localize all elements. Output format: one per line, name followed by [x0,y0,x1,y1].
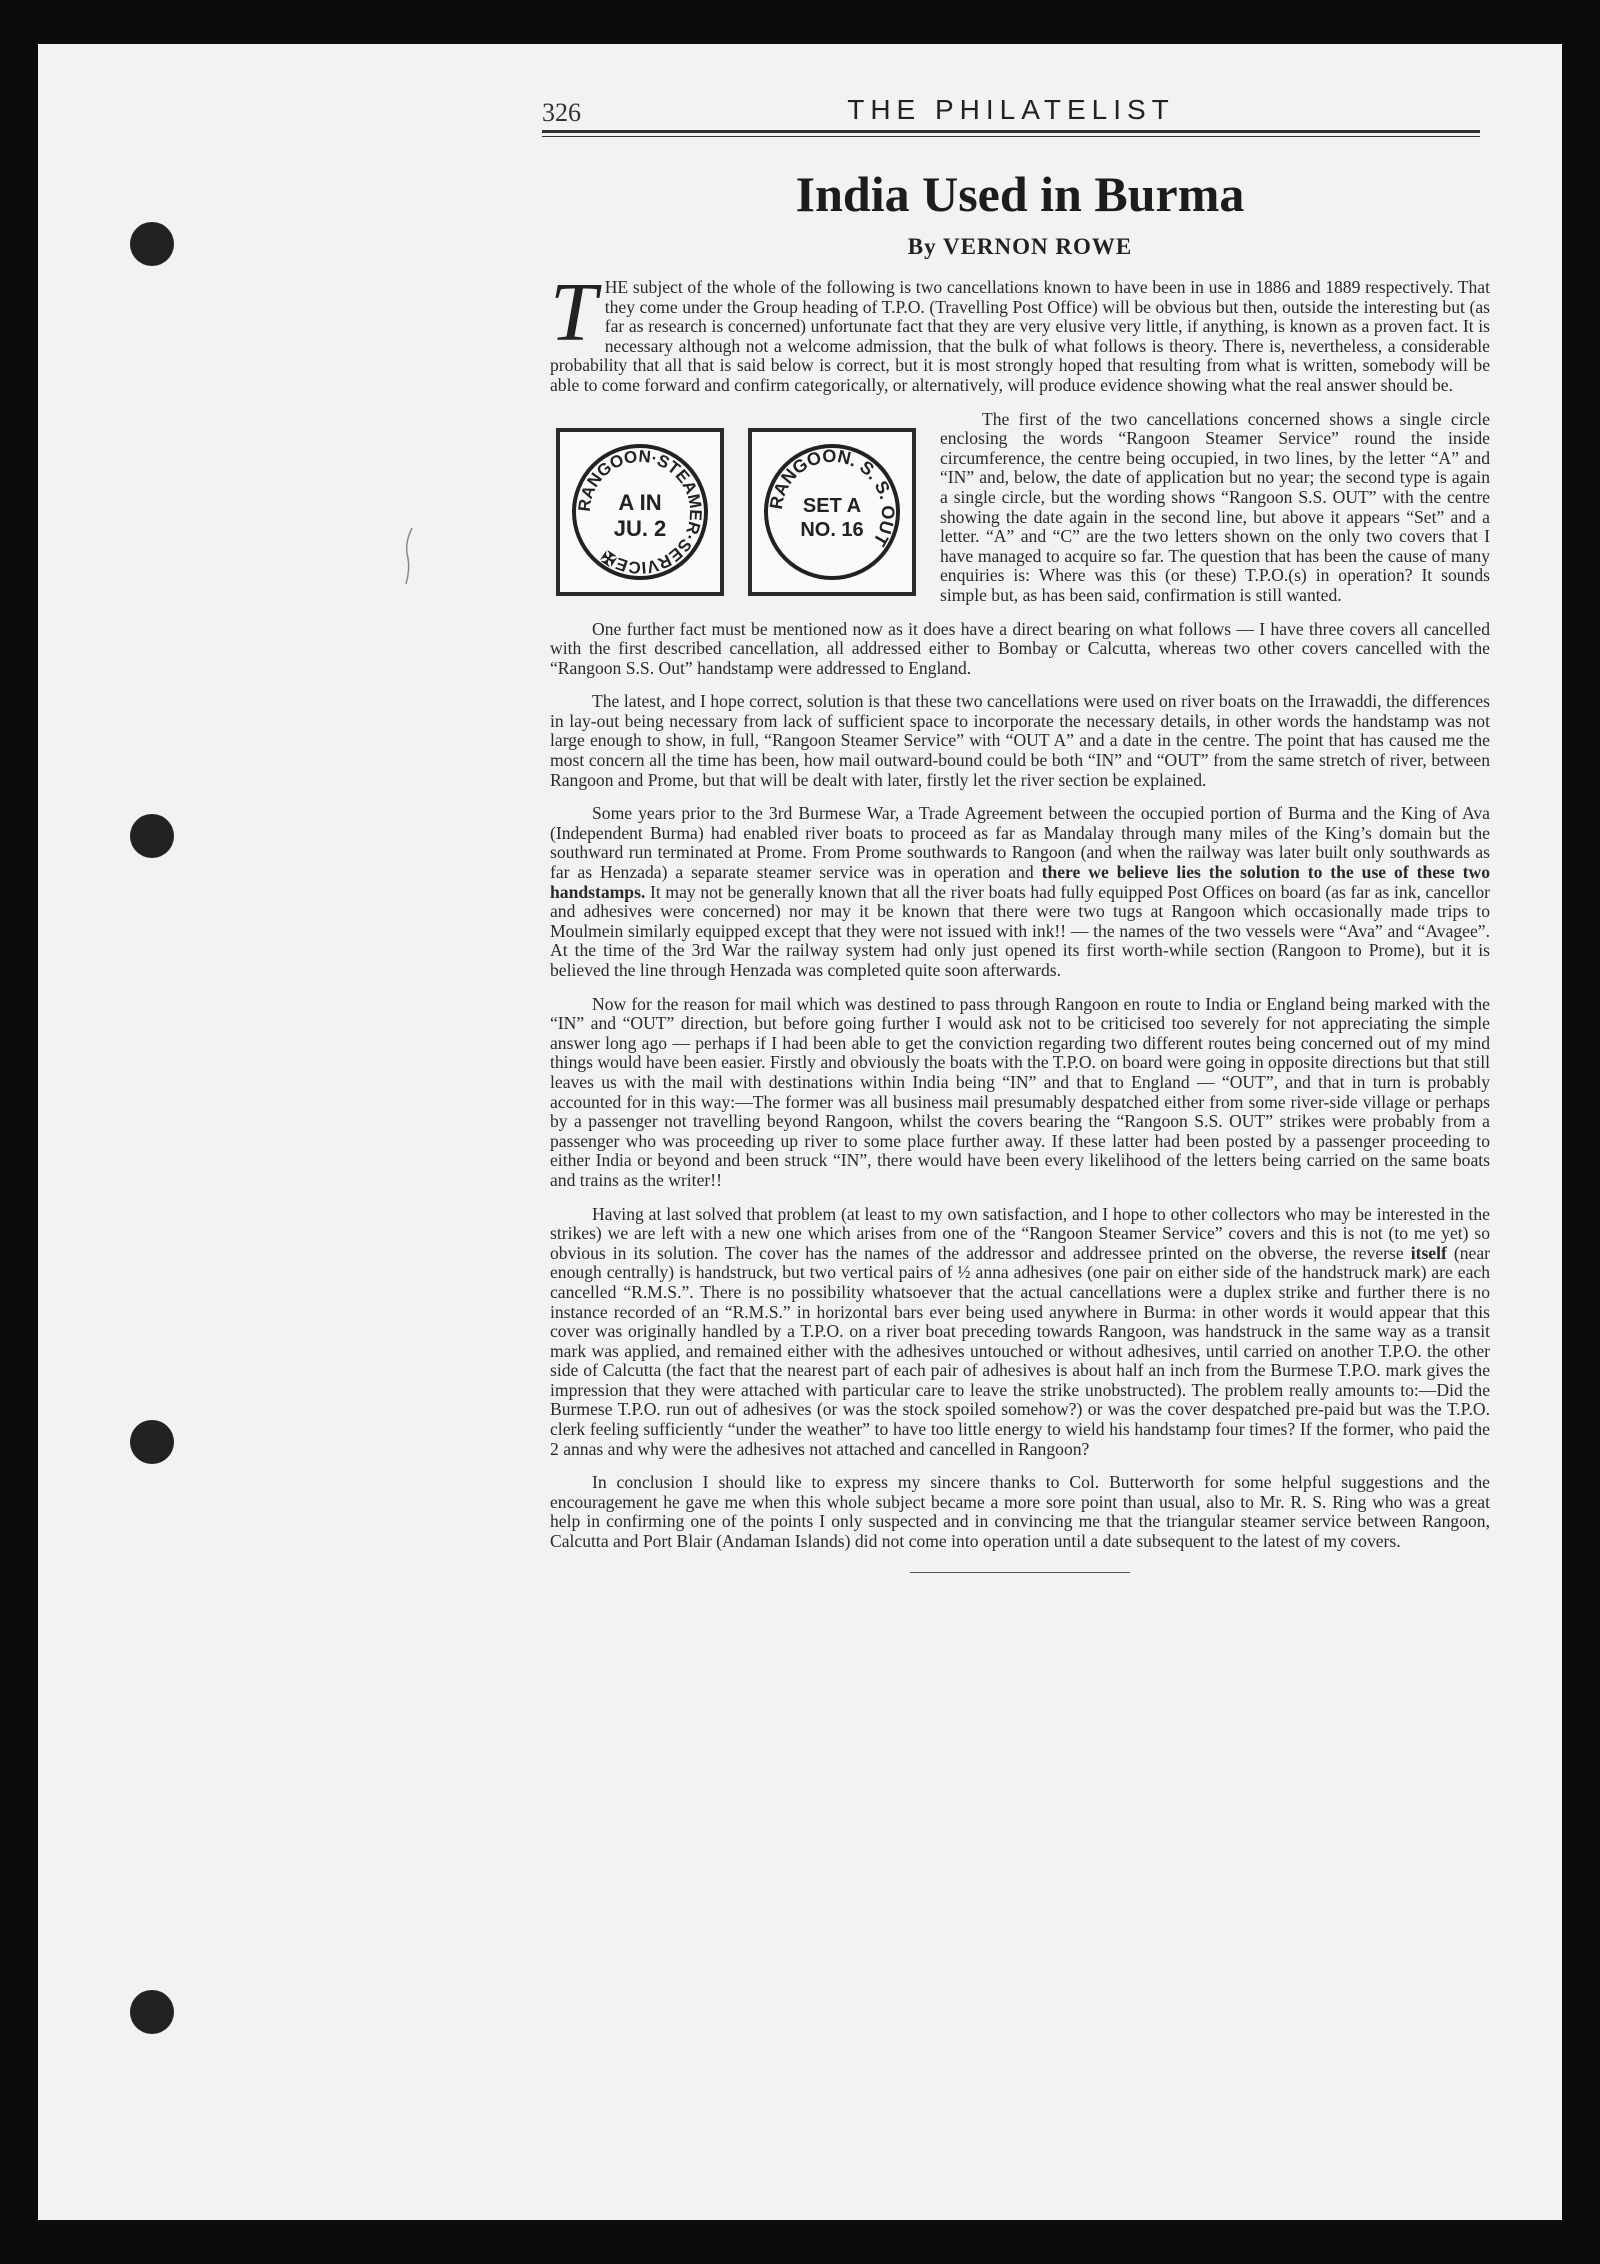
rangoon-ss-out-stamp [748,428,916,596]
paragraph-text: (near enough centrally) is handstruck, but two vertical pairs of ½ anna adhesives (one pair on either side of the handstruck mark) are each cancelled “R.M.S.”. There is no possibility whatsoever that the actual cancellations were a duplex strike and further there is no instance recorded of an “R.M.S.” in horizontal bars ever being used anywhere in Burma: in other words it would appear that this cover was originally handled by a T.P.O. on a river boat preceding towards Rangoon, was handstruck in the same way as a transit mark was applied, and remained either with the adhesives untouched or without adhesives, until carried on another T.P.O. the other side of Calcutta (the fact that the nearest part of each pair of adhesives is about half an inch from the Burmese T.P.O. mark gives the impression that they were attached with particular care to leave the strike unobstructed). The problem really amounts to:—Did the Burmese T.P.O. run out of adhesives (or was the stock spoiled somehow?) or was the cover despatched pre-paid but was the T.P.O. clerk feeling sufficiently “under the weather” to have too little energy to wield his handstamp four times? If the former, who paid the 2 annas and why were the adhesives not attached and cancelled in Rangoon? [550,1242,1490,1459]
punch-hole [130,1420,174,1464]
header-rule [542,130,1480,137]
postmark-image [560,432,720,592]
article-title: India Used in Burma [795,166,1245,222]
paragraph-text: It may not be generally known that all the river boats had fully equipped Post Offices on board (as far as ink, cancellor and adhesives were concerned) nor may it be known that there were two tugs at Rangoon which occasionally made trips to Moulmein similarly equipped except that they were not issued with ink!! — the names of the two vessels were “Ava” and “Avagee”. At the time of the 3rd War the railway system had only just opened its first worth-while section (Rangoon to Prome), but it is believed the line through Henzada was completed quite soon afterwards. [550,881,1491,980]
stamp-line-2: JU. 2 [613,515,667,541]
bold-emphasis: there we believe lies the solution to the use of these two handstamps. [550,862,1490,902]
stamp-line-1: SET A [802,494,862,517]
cancellation-figure [552,428,922,598]
stamp-line-2: NO. 16 [800,518,864,541]
stamp-ring-text: RANGOON. S. S. OUT [765,445,899,549]
paragraph: The latest, and I hope correct, solution is that these two cancellations were used on river boats on the Irrawaddi, the differences in lay-out being necessary from lack of sufficient space to incorporate the necessary details, in other words the handstamp was not large enough to show, in full, “Rangoon Steamer Service” with “OUT A” and a date in the centre. The point that has caused me the most concern all the time has been, how mail outward-bound could be both “IN” and “OUT” from the same stretch of river, between Rangoon and Prome, but that will be dealt with later, firstly let the river section be explained. [550,691,1490,790]
stamp-line-1: A IN [618,489,662,515]
page-header [542,90,1480,146]
bold-emphasis: itself [1410,1242,1447,1263]
paragraph: Now for the reason for mail which was destined to pass through Rangoon en route to India or England being marked with the “IN” and “OUT” direction, but before going further I would ask not to be criticised too severely for not appreciating the simple answer long ago — perhaps if I had been able to get the conviction regarding two different routes being concerned out of my mind things would have been easier. Firstly and obviously the boats with the T.P.O. on board were going in opposite directions but that still leaves us with the mail with destinations within India being “IN” and that to England — “OUT”, and that in turn is probably accounted for in this way:—The former was all business mail presumably despatched either from some river-side village or perhaps by a passenger not travelling beyond Rangoon, whilst the covers bearing the “Rangoon S.S. OUT” strikes were probably from a passenger who was proceeding up river to some place further away. If these latter had been posted by a passenger proceeding to either India or beyond and been struck “IN”, there would have been every likelihood of the letters being carried on the same boats and trains as the writer!! [550,993,1490,1190]
stamp-ring-text: RANGOON·STEAMER·SERVICE✠ [574,446,706,577]
document-page [38,44,1562,2220]
rangoon-steamer-service-stamp [556,428,724,596]
paragraph-text: Some years prior to the 3rd Burmese War, a Trade Agreement between the occupied portion of Burma and the King of Ava (Independent Burma) had enabled river boats to proceed as far as Mandalay through many miles of the King’s domain but the southward run terminated at Prome. From Prome southwards to Rangoon (and when the railway was later built only southwards as far as Henzada) a separate steamer service was in operation and [550,803,1490,883]
drop-cap: T [550,266,597,359]
paragraph: The first of the two cancellations concerned shows a single circle enclosing the words “Rangoon Steamer Service” round the inside circumference, the centre being occupied, in two lines, by the letter “A” and “IN” and, below, the date of application but no year; the second type is again a single circle, but the wording shows “Rangoon S.S. OUT” with the centre showing the date again in the second line, but above it appears “Set” and a letter. “A” and “C” are the two letters shown on the only two covers that I have managed to acquire so far. The question that has been the cause of many enquiries is: Where was this (or these) T.P.O.(s) in operation? It sounds simple but, as has been said, confirmation is still wanted. [940,408,1490,605]
paragraph [550,804,1490,980]
postmark-image [752,432,912,592]
paragraph: One further fact must be mentioned now as it does have a direct bearing on what follows — I have three covers all cancelled with the first described cancellation, all addressed either to Bombay or Calcutta, whereas two other covers cancelled with the “Rangoon S.S. Out” handstamp were addressed to England. [550,618,1490,678]
paragraph [550,1205,1490,1460]
running-title: THE PHILATELIST [847,94,1175,125]
article [550,164,1490,1573]
page-number: 326 [542,98,581,127]
end-of-article-rule [910,1572,1130,1573]
paragraph-text: Having at last solved that problem (at least to my own satisfaction, and I hope to other collectors who may be interested in the strikes) we are left with a new one which arises from one of the “Rangoon Steamer Service” covers and this is not (to me yet) so obvious in its solution. The cover has the names of the addressor and addressee printed on the obverse, the reverse [550,1203,1490,1263]
paragraph-intro [550,266,1490,396]
byline: By VERNON ROWE [907,234,1133,259]
pencil-mark [402,526,416,586]
punch-hole [130,814,174,858]
paragraph: In conclusion I should like to express my sincere thanks to Col. Butterworth for some helpful suggestions and the encouragement he gave me when this whole subject became a more sore point than usual, also to Mr. R. S. Ring who was a great help in confirming one of the points I only suspected and in convincing me that the triangular steamer service between Rangoon, Calcutta and Port Blair (Andaman Islands) did not come into operation until a date subsequent to the latest of my covers. [550,1472,1490,1552]
paragraph-text: HE subject of the whole of the following is two cancellations known to have been in use in 1886 and 1889 respectively. That they come under the Group heading of T.P.O. (Travelling Post Office) will be obvious but then, outside the interesting but (as far as research is concerned) unfortunate fact that they are very elusive very little, if anything, is known as a proven fact. It is necessary although not a welcome admission, that the bulk of what follows is theory. There is, nevertheless, a considerable probability that all that is said below is correct, but it is most strongly hoped that resulting from what is written, somebody will be able to come forward and confirm categorically, or alternatively, will produce evidence showing what the real answer should be. [550,277,1490,395]
punch-hole [130,1990,174,2034]
punch-hole [130,222,174,266]
